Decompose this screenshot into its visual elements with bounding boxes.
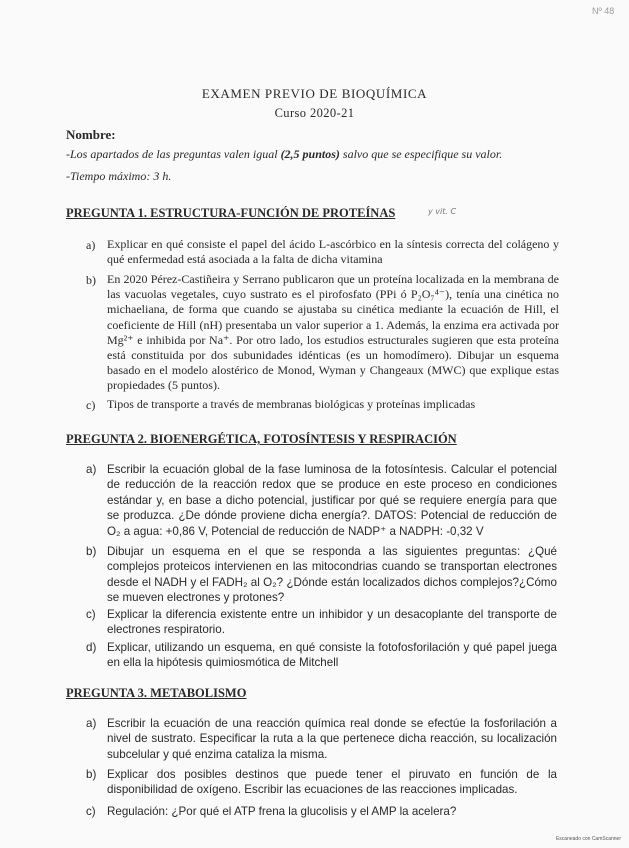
exam-title: EXAMEN PREVIO DE BIOQUÍMICA [201,86,428,101]
q3a-text: Escribir la ecuación de una reacción química real donde se efectúe la fosforilación a nivel de sustrato. Especificar la ruta a la que pertenece dicha reacción, su localización subcelular y qué enzima cataliza la misma. [107,717,557,761]
q2b-marker: b) [86,545,97,558]
time-instruction: -Tiempo máximo: 3 h. [66,169,172,183]
q2c-text: Explicar la diferencia existente entre un inhibidor y un desacoplante del transporte de electrones respiratorio. [107,608,557,637]
q3b-text: Explicar dos posibles destinos que puede tener el piruvato en función de la disponibilidad de oxígeno. Escribir las ecuaciones de las reacciones implicadas. [107,768,557,797]
course-year: Curso 2020-21 [274,106,355,120]
q1c-text: Tipos de transporte a través de membranas biológicas y proteínas implicadas [107,397,476,411]
q1c-marker: c) [86,398,96,412]
q3b-marker: b) [86,768,97,781]
q3c-marker: c) [86,805,96,818]
q2d-marker: d) [86,641,97,654]
section-2-title: PREGUNTA 2. BIOENERGÉTICA, FOTOSÍNTESIS Y RESPIRACIÓN [66,432,457,446]
section-3-title: PREGUNTA 3. METABOLISMO [66,686,247,700]
q2b-text: Dibujar un esquema en el que se responda a las siguientes preguntas: ¿Qué complejos proteicos intervienen en las mitocondrias cuando se transportan electrones desde el NADH y el FADH₂ al O₂? ¿Dónde están localizados dichos complejos?¿Cómo se mueven electrones y protones? [107,545,557,605]
q1a-text: Explicar en qué consiste el papel del ácido L-ascórbico en la síntesis correcta del colágeno y qué enfermedad está asociada a la falta de dicha vitamina [107,237,559,267]
q3a-marker: a) [86,717,97,730]
page-number-annotation: Nº 48 [592,6,615,16]
q1b-text: En 2020 Pérez-Castiñeira y Serrano publicaron que un proteína localizada en la membrana de las vacuolas vegetales, cuyo sustrato es el pirofosfato (PPi ó P₂O₇⁴⁻), tenía una cinética no michaeliana, de forma que cuando se ajustaba su cinética mediante la ecuación de Hill, el coeficiente de Hill (nH) presentaba un valor superior a 1. Además, la enzima era activada por Mg²⁺ e inhibida por Na⁺. Por otro lado, los estudios estructurales sugieren que esta proteína está constituida por dos subunidades idénticas (es un homodímero). Dibujar un esquema basado en el modelo alostérico de Monod, Wyman y Changeaux (MWC) que explique estas propiedades (5 puntos). [107,272,559,393]
q2a-marker: a) [86,463,97,476]
q2a-text: Escribir la ecuación global de la fase luminosa de la fotosíntesis. Calcular el potencial de reducción de la reacción redox que se produce en este proceso en condiciones estándar y, en base a dicho potencial, justificar por qué se requiere energía para que se produzca. ¿De dónde proviene dicha energía?. DATOS: Potencial de reducción de O₂ a agua: +0,86 V, Potencial de reducción de NADP⁺ a NADPH: -0,32 V [107,463,557,538]
q2c-marker: c) [86,608,96,621]
q1a-marker: a) [86,238,96,252]
q2d-text: Explicar, utilizando un esquema, en qué consiste la fotofosforilación y qué papel juega en ella la hipótesis quimiosmótica de Mitchell [107,641,557,670]
q1b-marker: b) [86,273,96,287]
name-label: Nombre: [66,127,116,142]
scanner-watermark: Escaneado con CamScanner [555,836,621,842]
section-1-title: PREGUNTA 1. ESTRUCTURA-FUNCIÓN DE PROTEÍNAS [66,206,396,220]
handwritten-note: y vit. C [428,207,457,216]
q3c-text: Regulación: ¿Por qué el ATP frena la glucolisis y el AMP la acelera? [107,805,457,818]
points-instruction: -Los apartados de las preguntas valen igual (2,5 puntos) salvo que se especifique su valor. [66,147,503,161]
